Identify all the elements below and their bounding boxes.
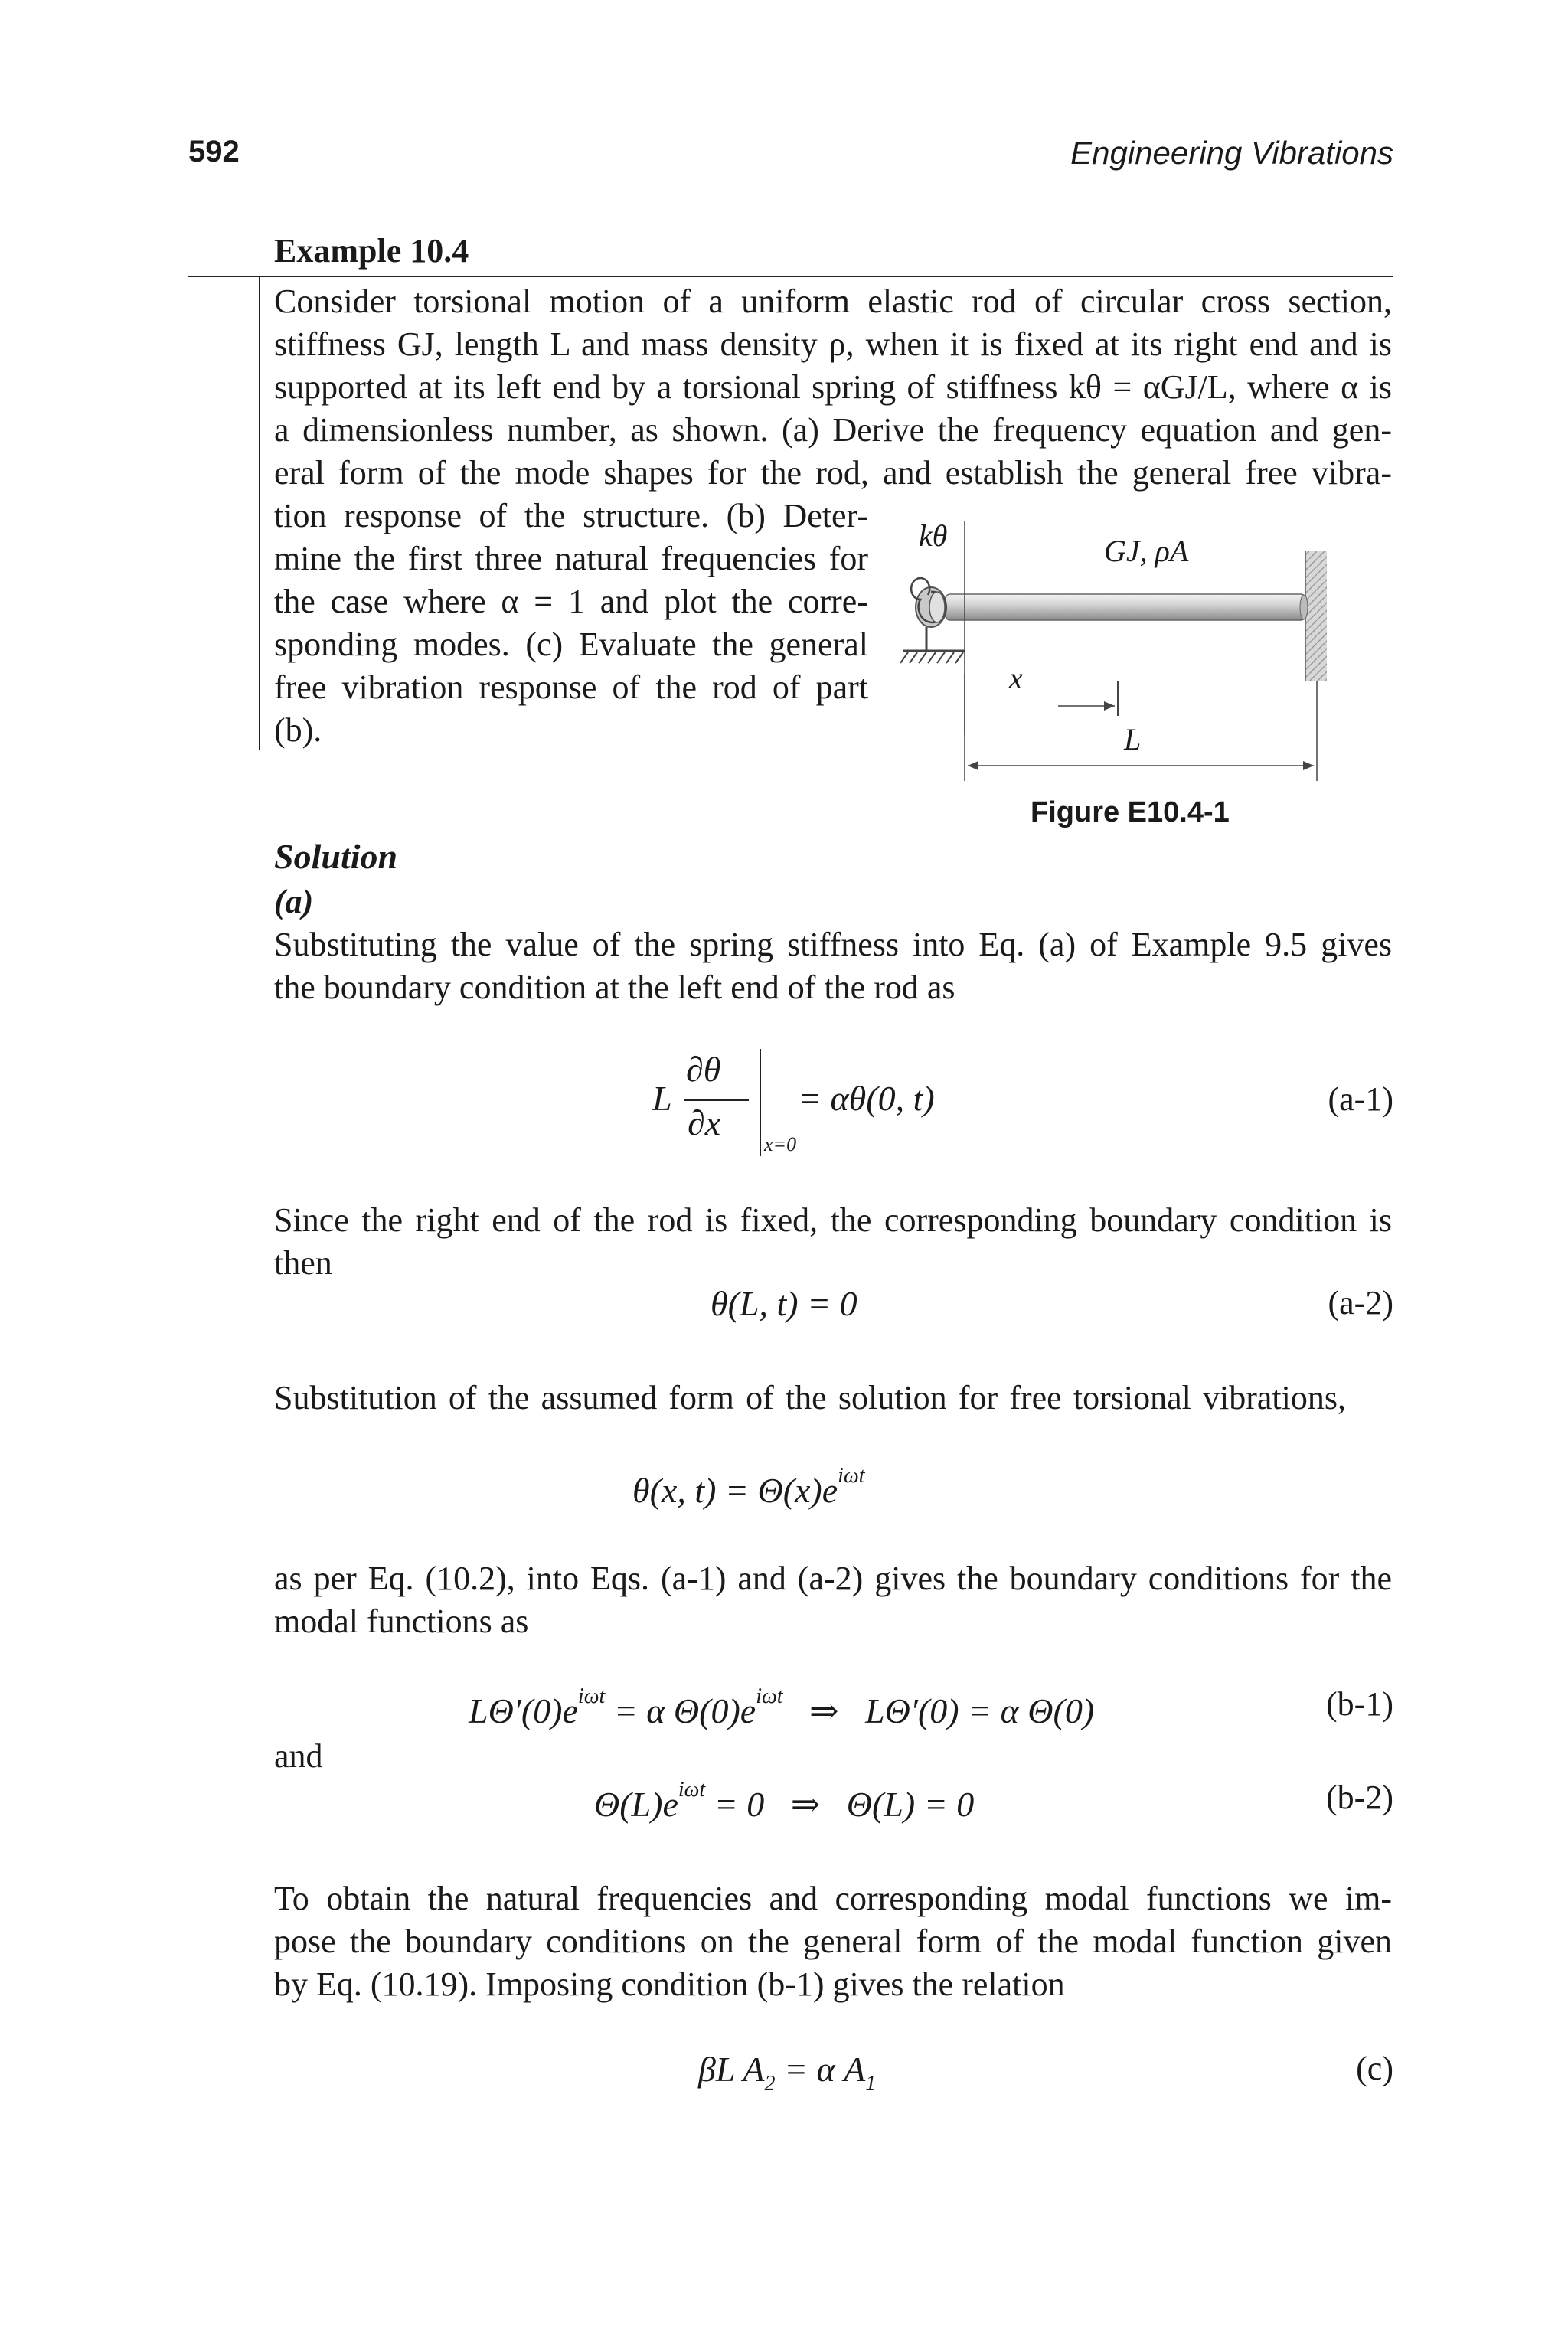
para1-line-1: Substituting the value of the spring stiffness into Eq. (a) of Example 9.5 gives bbox=[274, 926, 1392, 963]
label-rod-properties: GJ, ρA bbox=[1104, 534, 1189, 568]
eq-b2: $\Theta(L)e^{i\omega t} = 0$ ⇒ Θ(L) = 0 bbox=[594, 1778, 975, 1824]
eq-a1-numerator: ∂θ bbox=[686, 1050, 721, 1089]
example-line-5: eral form of the mode shapes for the rod, and establish the general free vibra- bbox=[274, 454, 1392, 492]
example-line-10: free vibration response of the rod of part bbox=[274, 668, 868, 706]
dimension-x bbox=[965, 521, 1118, 735]
eq-a2: θ(L, t) = 0 bbox=[710, 1284, 858, 1323]
eq-c: βL $A_2 = \alpha$ $A_1$ bbox=[698, 2050, 877, 2096]
eq-a1-L: L bbox=[652, 1079, 672, 1118]
eq-c-label: (c) bbox=[1356, 2050, 1393, 2087]
example-line-9: sponding modes. (c) Evaluate the general bbox=[274, 626, 868, 663]
para5-line-3: by Eq. (10.19). Imposing condition (b-1) gives the relation bbox=[274, 1965, 1065, 2003]
eq-assumed-form bbox=[632, 1464, 865, 1511]
eq-b1: $L\Theta'(0)e^{i\omega t} = \alpha$ $\Theta(0)e^{i\omega t}$ ⇒ LΘ′(0) = α Θ(0) bbox=[469, 1684, 1095, 1730]
eq-a1-denominator: ∂x bbox=[688, 1103, 721, 1142]
para5-line-2: pose the boundary conditions on the general form of the modal function given bbox=[274, 1923, 1392, 1960]
eq-a1 bbox=[652, 1049, 1035, 1156]
figure-caption: Figure E10.4-1 bbox=[1031, 796, 1230, 828]
para4-line-1: as per Eq. (10.2), into Eqs. (a-1) and (a-2) gives the boundary conditions for the bbox=[274, 1560, 1392, 1597]
eq-assumed-form-main: θ(x, t) = Θ(x)e bbox=[632, 1471, 838, 1510]
label-spring-stiffness: kθ bbox=[919, 518, 948, 553]
and-word: and bbox=[274, 1737, 323, 1775]
eq-a1-eval-sub: x=0 bbox=[764, 1133, 797, 1155]
solution-part-a: (a) bbox=[274, 883, 314, 920]
para2-line-1: Since the right end of the rod is fixed, the corresponding boundary condition is bbox=[274, 1201, 1392, 1239]
label-L: L bbox=[1124, 722, 1142, 756]
wall bbox=[1305, 551, 1327, 681]
eq-a1-fraction-bar bbox=[684, 1099, 749, 1101]
example-line-4: a dimensionless number, as shown. (a) Derive the frequency equation and gen- bbox=[274, 411, 1392, 449]
rod bbox=[946, 594, 1308, 620]
eq-a2-label: (a-2) bbox=[1328, 1284, 1393, 1322]
running-title: Engineering Vibrations bbox=[1070, 135, 1393, 171]
page-number: 592 bbox=[188, 135, 240, 168]
example-rule bbox=[188, 276, 1393, 277]
example-title: Example 10.4 bbox=[274, 232, 469, 270]
example-line-2: stiffness GJ, length L and mass density ρ, when it is fixed at its right end and is bbox=[274, 325, 1392, 363]
eq-assumed-form-exp: iωt bbox=[838, 1464, 865, 1488]
para3: Substitution of the assumed form of the solution for free torsional vibrations, bbox=[274, 1379, 1346, 1416]
para2-line-2: then bbox=[274, 1244, 332, 1282]
eq-a1-eval-bar bbox=[760, 1049, 761, 1156]
eq-a1-label: (a-1) bbox=[1328, 1080, 1393, 1118]
eq-b1-label: (b-1) bbox=[1326, 1685, 1393, 1723]
example-left-bar bbox=[259, 276, 260, 750]
example-line-3: supported at its left end by a torsional spring of stiffness kθ = αGJ/L, where α is bbox=[274, 368, 1392, 406]
solution-heading: Solution bbox=[274, 837, 398, 876]
para4-line-2: modal functions as bbox=[274, 1603, 529, 1640]
example-line-1: Consider torsional motion of a uniform elastic rod of circular cross section, bbox=[274, 283, 1392, 320]
example-line-7: mine the first three natural frequencies for bbox=[274, 540, 868, 577]
example-line-8: the case where α = 1 and plot the corre- bbox=[274, 583, 868, 620]
example-line-6: tion response of the structure. (b) Deter- bbox=[274, 497, 868, 534]
para5-line-1: To obtain the natural frequencies and corresponding modal functions we im- bbox=[274, 1880, 1392, 1917]
example-line-11: (b). bbox=[274, 711, 322, 749]
eq-b2-label: (b-2) bbox=[1326, 1779, 1393, 1816]
label-x: x bbox=[1009, 661, 1023, 695]
eq-a1-rhs: = αθ(0, t) bbox=[798, 1079, 935, 1118]
para1-line-2: the boundary condition at the left end of the rod as bbox=[274, 969, 956, 1006]
